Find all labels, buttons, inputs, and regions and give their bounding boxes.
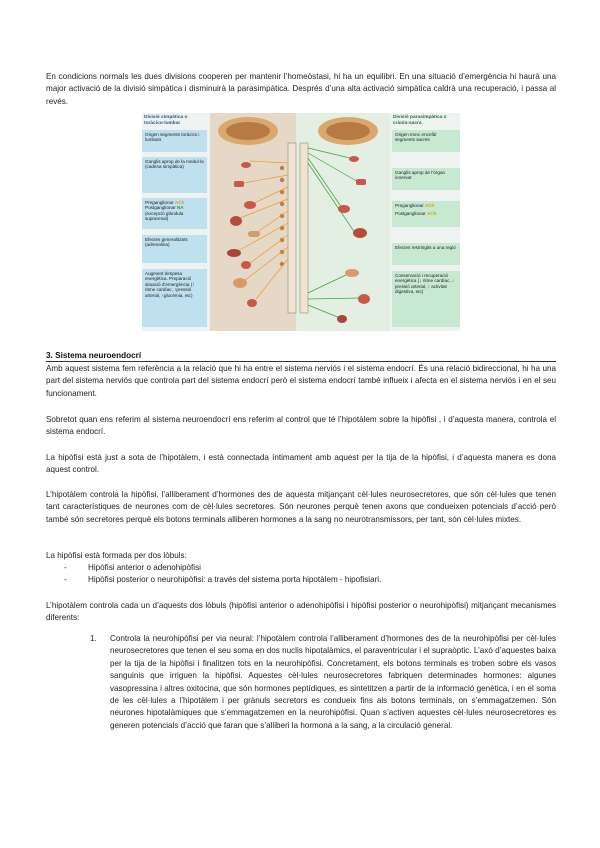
lobes-list — [46, 562, 556, 587]
sympathetic-neurotransmitter-panel: Preganglionar ACh Postganglionar NA (excepció glàndula suprarenal) — [142, 198, 207, 229]
parasympathetic-title: Divisió parasimpàtica o crànio-sacra — [393, 115, 447, 126]
paragraph-3: La hipòfisi està just a sota de l’hipotàlem, i està connectada íntimament amb aquest per la tija de la hipòfisi, i d’aquesta manera es dona aquest control. — [46, 453, 556, 475]
sympathetic-ganglia-panel: Ganglis aprop de la medul·la (cadena simpàtica) — [142, 157, 207, 193]
sympathetic-title: Divisió simpàtica o toràcico-lumbar — [144, 115, 188, 126]
sympathetic-effects-panel: Efectes generalitzats (adrenalina) — [142, 235, 207, 263]
parasympathetic-neurotransmitter-panel: Preganglionar ACh Postganglionar ACh — [392, 201, 460, 227]
nervous-system-illustration — [210, 113, 390, 331]
paragraph-5: La hipòfisi està formada per dos lòbuls: — [46, 551, 187, 560]
parasympathetic-effects-panel: Efectes restringits a una regió — [392, 243, 460, 265]
sympathetic-energy-panel: Augment despesa energètica. Preparació situació d’emergència (↑ ritme cardíac, ↑pressió arterial, ↑glucèmia, etc) — [142, 269, 207, 327]
autonomic-system-figure — [142, 113, 460, 331]
parasympathetic-energy-panel: Conservació i recuperació energètica (↓ ritme cardíac, ↓ pressió arterial, ↑ activitat digestiva, etc) — [392, 271, 460, 327]
paragraph-2: Sobretot quan ens referim al sistema neuroendocrí ens referim al control que té l’hipotàlem sobre la hipòfisi , i d’aquesta manera, controla el sistema endocrí. — [46, 415, 556, 437]
paragraph-6: L’hipotàlem controla cada un d’aquests dos lòbuls (hipòfisi anterior o adenohipòfisi i hipòfisi posterior o neurohipòfisi) mitjançant mecanismes diferents: — [46, 601, 556, 623]
paragraph-4: L’hipotàlem controla la hipòfisi, l’alliberament d’hormones des de aquesta mitjançant cèl·lules neurosecretores, que són cèl·lules que tenen tant característiques de neurones com de cèl·lules secretores. Són neurones perquè tenen axons que condueixen potencials d’acció però també són secretores perquè els botons terminals alliberen hormones a la sang no neurotransmissors, per tant, són cèl·lules mixtes. — [46, 490, 556, 524]
paragraph-1: Amb aquest sistema fem referència a la relació que hi ha entre el sistema nerviós i el sistema endocrí. És una relació bidireccional, hi ha una part del sistema nerviós que controla part del sistema endocrí però el sistema endocrí també influeix i afecta en el sistema nerviós i en el seu funcionament. — [46, 364, 556, 398]
list-item: - Hipòfisi anterior o adenohipòfisi — [46, 562, 556, 574]
list-number: 1. — [90, 634, 97, 643]
list-item: - Hipòfisi posterior o neurohipòfisi: a través del sistema porta hipotàlem - hipofisiari. — [46, 574, 556, 586]
intro-paragraph: En condicions normals les dues divisions cooperen per mantenir l’homeòstasi, hi ha un equilibri. En una situació d’emergència hi haurà una major activació de la divisió simpàtica i disminuirà la parasimpàtica. Després d’una alta activació simpàtica caldrà una recuperació, i passa al revés. — [46, 72, 556, 106]
section-heading: 3. Sistema neuroendocrí — [46, 350, 556, 362]
parasympathetic-origin-panel: Origen tronc encefàl segments sacres — [392, 130, 460, 152]
sympathetic-origin-panel: Origen segments toràcics i lumbars — [142, 130, 207, 152]
parasympathetic-ganglia-panel: Ganglis aprop de l’òrgan innervat — [392, 168, 460, 190]
mechanism-item-1: 1. Controla la neurohipòfisi per via neural: l’hipotàlem controla l’alliberament d’hormones des de la neurohipòfisi per cèl·lules neurosecretores que tenen el seu soma en dos nuclis hipotalàmics, el paraventricular i el supraòptic. L’axó d’aquestes baixa per la tija de la hipòfisi i finalitzen tots en la neurohipòfisi. Concretament, els botons terminals es troben sobre els vasos sanguinis que irriguen la hipòfisi. Aquestes cèl·lules neurosecretores fabriquen determinades hormones: algunes vasopressina i altres oxitocina, que són hormones peptídiques, es sintetitzen a partir de la informació genètica, i en el soma de les cèl·lules a l’hipotàlem i per grànuls secretors es condueix fins als botons terminals, on s’emmagatzemen. Són neurones hipotalàmiques que s’emmagatzemen en la neurohipòfisi. Quan s’activen aquestes cèl·lules neurosecretores es generen potencials d’acció que faran que s’alliberi la hormona a la sang, a la circulació general. — [90, 634, 556, 730]
